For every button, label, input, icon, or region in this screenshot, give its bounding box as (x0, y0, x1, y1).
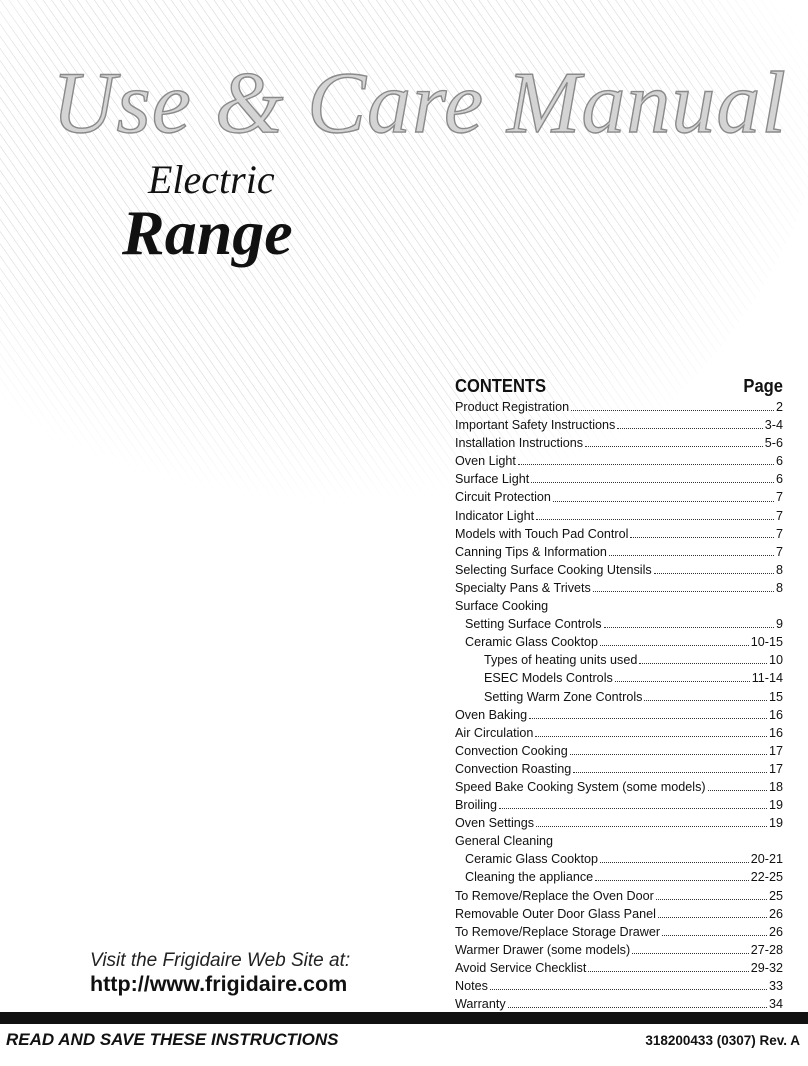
toc-entry-label: Canning Tips & Information (455, 544, 607, 559)
toc-entry (455, 977, 783, 995)
toc-leader-dots (518, 464, 774, 465)
toc-entry-page: 22-25 (750, 870, 783, 885)
toc-entry-page: 26 (768, 906, 783, 921)
toc-list (455, 398, 783, 1013)
toc-leader-dots (654, 573, 774, 574)
toc-entry (455, 416, 783, 434)
toc-leader-dots (535, 736, 767, 737)
toc-entry (455, 905, 783, 923)
toc-entry (455, 615, 783, 633)
toc-leader-dots (600, 862, 749, 863)
toc-entry-label: Surface Cooking (455, 599, 549, 614)
toc-entry-label: Circuit Protection (455, 490, 551, 505)
toc-page-heading: Page (743, 376, 784, 396)
toc-entry (455, 742, 783, 760)
toc-entry (455, 923, 783, 941)
toc-entry (455, 470, 783, 488)
toc-entry-label: Oven Settings (455, 816, 535, 831)
toc-entry-label: ESEC Models Controls (484, 671, 613, 686)
toc-entry-label: Convection Roasting (455, 761, 572, 776)
toc-leader-dots (632, 953, 749, 954)
toc-entry (455, 651, 783, 669)
toc-entry (455, 941, 783, 959)
toc-leader-dots (617, 428, 763, 429)
toc-entry-page: 5-6 (764, 436, 783, 451)
toc-leader-dots (570, 754, 767, 755)
toc-entry (455, 525, 783, 543)
toc-leader-dots (588, 971, 748, 972)
toc-leader-dots (499, 808, 767, 809)
toc-entry (455, 579, 783, 597)
toc-entry-label: Warmer Drawer (some models) (455, 942, 631, 957)
toc-entry-page: 2 (775, 400, 783, 414)
toc-leader-dots (630, 537, 774, 538)
toc-entry (455, 507, 783, 525)
toc-leader-dots (639, 663, 767, 664)
toc-leader-dots (571, 410, 774, 411)
toc-leader-dots (529, 718, 767, 719)
toc-leader-dots (609, 555, 774, 556)
toc-entry (455, 543, 783, 561)
toc-entry-page: 26 (768, 924, 783, 939)
toc-entry-page: 10-15 (750, 635, 783, 650)
toc-entry (455, 434, 783, 452)
toc-entry-page: 6 (775, 472, 783, 487)
toc-entry (455, 814, 783, 832)
toc-entry-label: Ceramic Glass Cooktop (465, 852, 598, 867)
toc-entry-label: Cleaning the appliance (465, 870, 594, 885)
footer-rule (0, 1012, 808, 1024)
toc-entry-label: To Remove/Replace the Oven Door (455, 888, 654, 903)
toc-entry-page: 6 (775, 454, 783, 469)
toc-leader-dots (658, 917, 767, 918)
toc-leader-dots (604, 627, 774, 628)
toc-leader-dots (593, 591, 774, 592)
toc-entry-page: 3-4 (764, 418, 783, 433)
toc-entry-label: Oven Light (455, 454, 516, 469)
toc-entry-label: Broiling (455, 798, 497, 813)
toc-entry-page: 7 (775, 508, 783, 523)
toc-entry-page: 16 (768, 707, 783, 722)
toc-entry-label: Selecting Surface Cooking Utensils (455, 562, 652, 577)
toc-entry-page: 27-28 (750, 942, 783, 957)
toc-entry (455, 561, 783, 579)
toc-entry-page: 18 (768, 779, 783, 794)
toc-entry (455, 706, 783, 724)
toc-entry-label: Models with Touch Pad Control (455, 526, 629, 541)
toc-entry-page: 16 (768, 725, 783, 740)
toc-entry-label: Setting Warm Zone Controls (484, 689, 643, 704)
toc-entry-label: Indicator Light (455, 508, 535, 523)
toc-entry (455, 633, 783, 651)
toc-entry-label: Important Safety Instructions (455, 418, 616, 433)
toc-entry (455, 688, 783, 706)
toc-entry-page: 11-14 (751, 671, 783, 686)
toc-entry-label: Ceramic Glass Cooktop (465, 635, 598, 650)
toc-entry-page: 29-32 (750, 960, 783, 975)
toc-entry (455, 850, 783, 868)
toc-entry-label: To Remove/Replace Storage Drawer (455, 924, 661, 939)
toc-entry-label: Oven Baking (455, 707, 528, 722)
document-number: 318200433 (0307) Rev. A (645, 1033, 800, 1048)
product-name: Range (122, 197, 293, 268)
toc-entry-label: Warranty (455, 997, 506, 1012)
toc-leader-dots (531, 482, 774, 483)
toc-entry (455, 887, 783, 905)
toc-entry-page: 33 (768, 979, 783, 993)
toc-entry-page: 34 (768, 997, 783, 1012)
toc-section-heading (455, 597, 783, 615)
toc-leader-dots (585, 446, 763, 447)
toc-entry (455, 995, 783, 1013)
toc-entry-page: 8 (775, 580, 783, 595)
toc-leader-dots (662, 935, 767, 936)
toc-entry-label: Avoid Service Checklist (455, 960, 587, 975)
toc-entry-label: Air Circulation (455, 725, 534, 740)
toc-leader-dots (708, 790, 767, 791)
website-prompt: Visit the Frigidaire Web Site at: (90, 950, 351, 971)
toc-leader-dots (536, 826, 767, 827)
toc-leader-dots (595, 880, 749, 881)
toc-leader-dots (553, 501, 774, 502)
toc-entry-label: General Cleaning (455, 834, 554, 849)
toc-entry-page: 9 (775, 617, 783, 632)
toc-entry-page: 17 (768, 761, 783, 776)
toc-entry-label: Notes (455, 979, 488, 993)
toc-entry (455, 488, 783, 506)
toc-entry (455, 796, 783, 814)
toc-entry-label: Types of heating units used (484, 653, 638, 668)
toc-entry-label: Speed Bake Cooking System (some models) (455, 779, 706, 794)
toc-entry-label: Product Registration (455, 400, 570, 414)
website-url[interactable]: http://www.frigidaire.com (90, 972, 348, 996)
toc-entry-page: 15 (768, 689, 783, 704)
toc-entry-label: Setting Surface Controls (465, 617, 602, 632)
toc-leader-dots (573, 772, 767, 773)
toc-leader-dots (615, 681, 750, 682)
toc-entry-label: Specialty Pans & Trivets (455, 580, 591, 595)
toc-entry-page: 20-21 (750, 852, 783, 867)
toc-entry-page: 17 (768, 743, 783, 758)
toc-leader-dots (600, 645, 749, 646)
toc-leader-dots (536, 519, 774, 520)
toc-entry (455, 868, 783, 886)
manual-subtitle: Electric (148, 157, 275, 202)
toc-entry-label: Surface Light (455, 472, 530, 487)
toc-entry (455, 669, 783, 687)
toc-heading: CONTENTS (455, 376, 547, 396)
toc-entry (455, 778, 783, 796)
toc-entry-label: Removable Outer Door Glass Panel (455, 906, 656, 921)
toc-entry (455, 398, 783, 416)
toc-entry-page: 7 (775, 490, 783, 505)
toc-entry (455, 760, 783, 778)
toc-entry-page: 8 (775, 562, 783, 577)
toc-entry-label: Convection Cooking (455, 743, 568, 758)
toc-entry-page: 7 (775, 526, 783, 541)
toc-section-heading (455, 832, 783, 850)
table-of-contents (455, 376, 783, 1013)
toc-header (455, 376, 783, 398)
toc-entry-label: Installation Instructions (455, 436, 584, 451)
toc-leader-dots (656, 899, 767, 900)
toc-entry-page: 10 (768, 653, 783, 668)
manual-title: Use & Care Manual (52, 55, 787, 152)
toc-entry-page: 19 (768, 816, 783, 831)
footer-instructions: READ AND SAVE THESE INSTRUCTIONS (6, 1030, 339, 1049)
toc-entry-page: 25 (768, 888, 783, 903)
toc-entry (455, 724, 783, 742)
toc-leader-dots (508, 1007, 767, 1008)
toc-leader-dots (644, 700, 767, 701)
toc-leader-dots (490, 989, 767, 990)
toc-entry (455, 959, 783, 977)
toc-entry-page: 7 (775, 544, 783, 559)
toc-entry (455, 452, 783, 470)
toc-entry-page: 19 (768, 798, 783, 813)
